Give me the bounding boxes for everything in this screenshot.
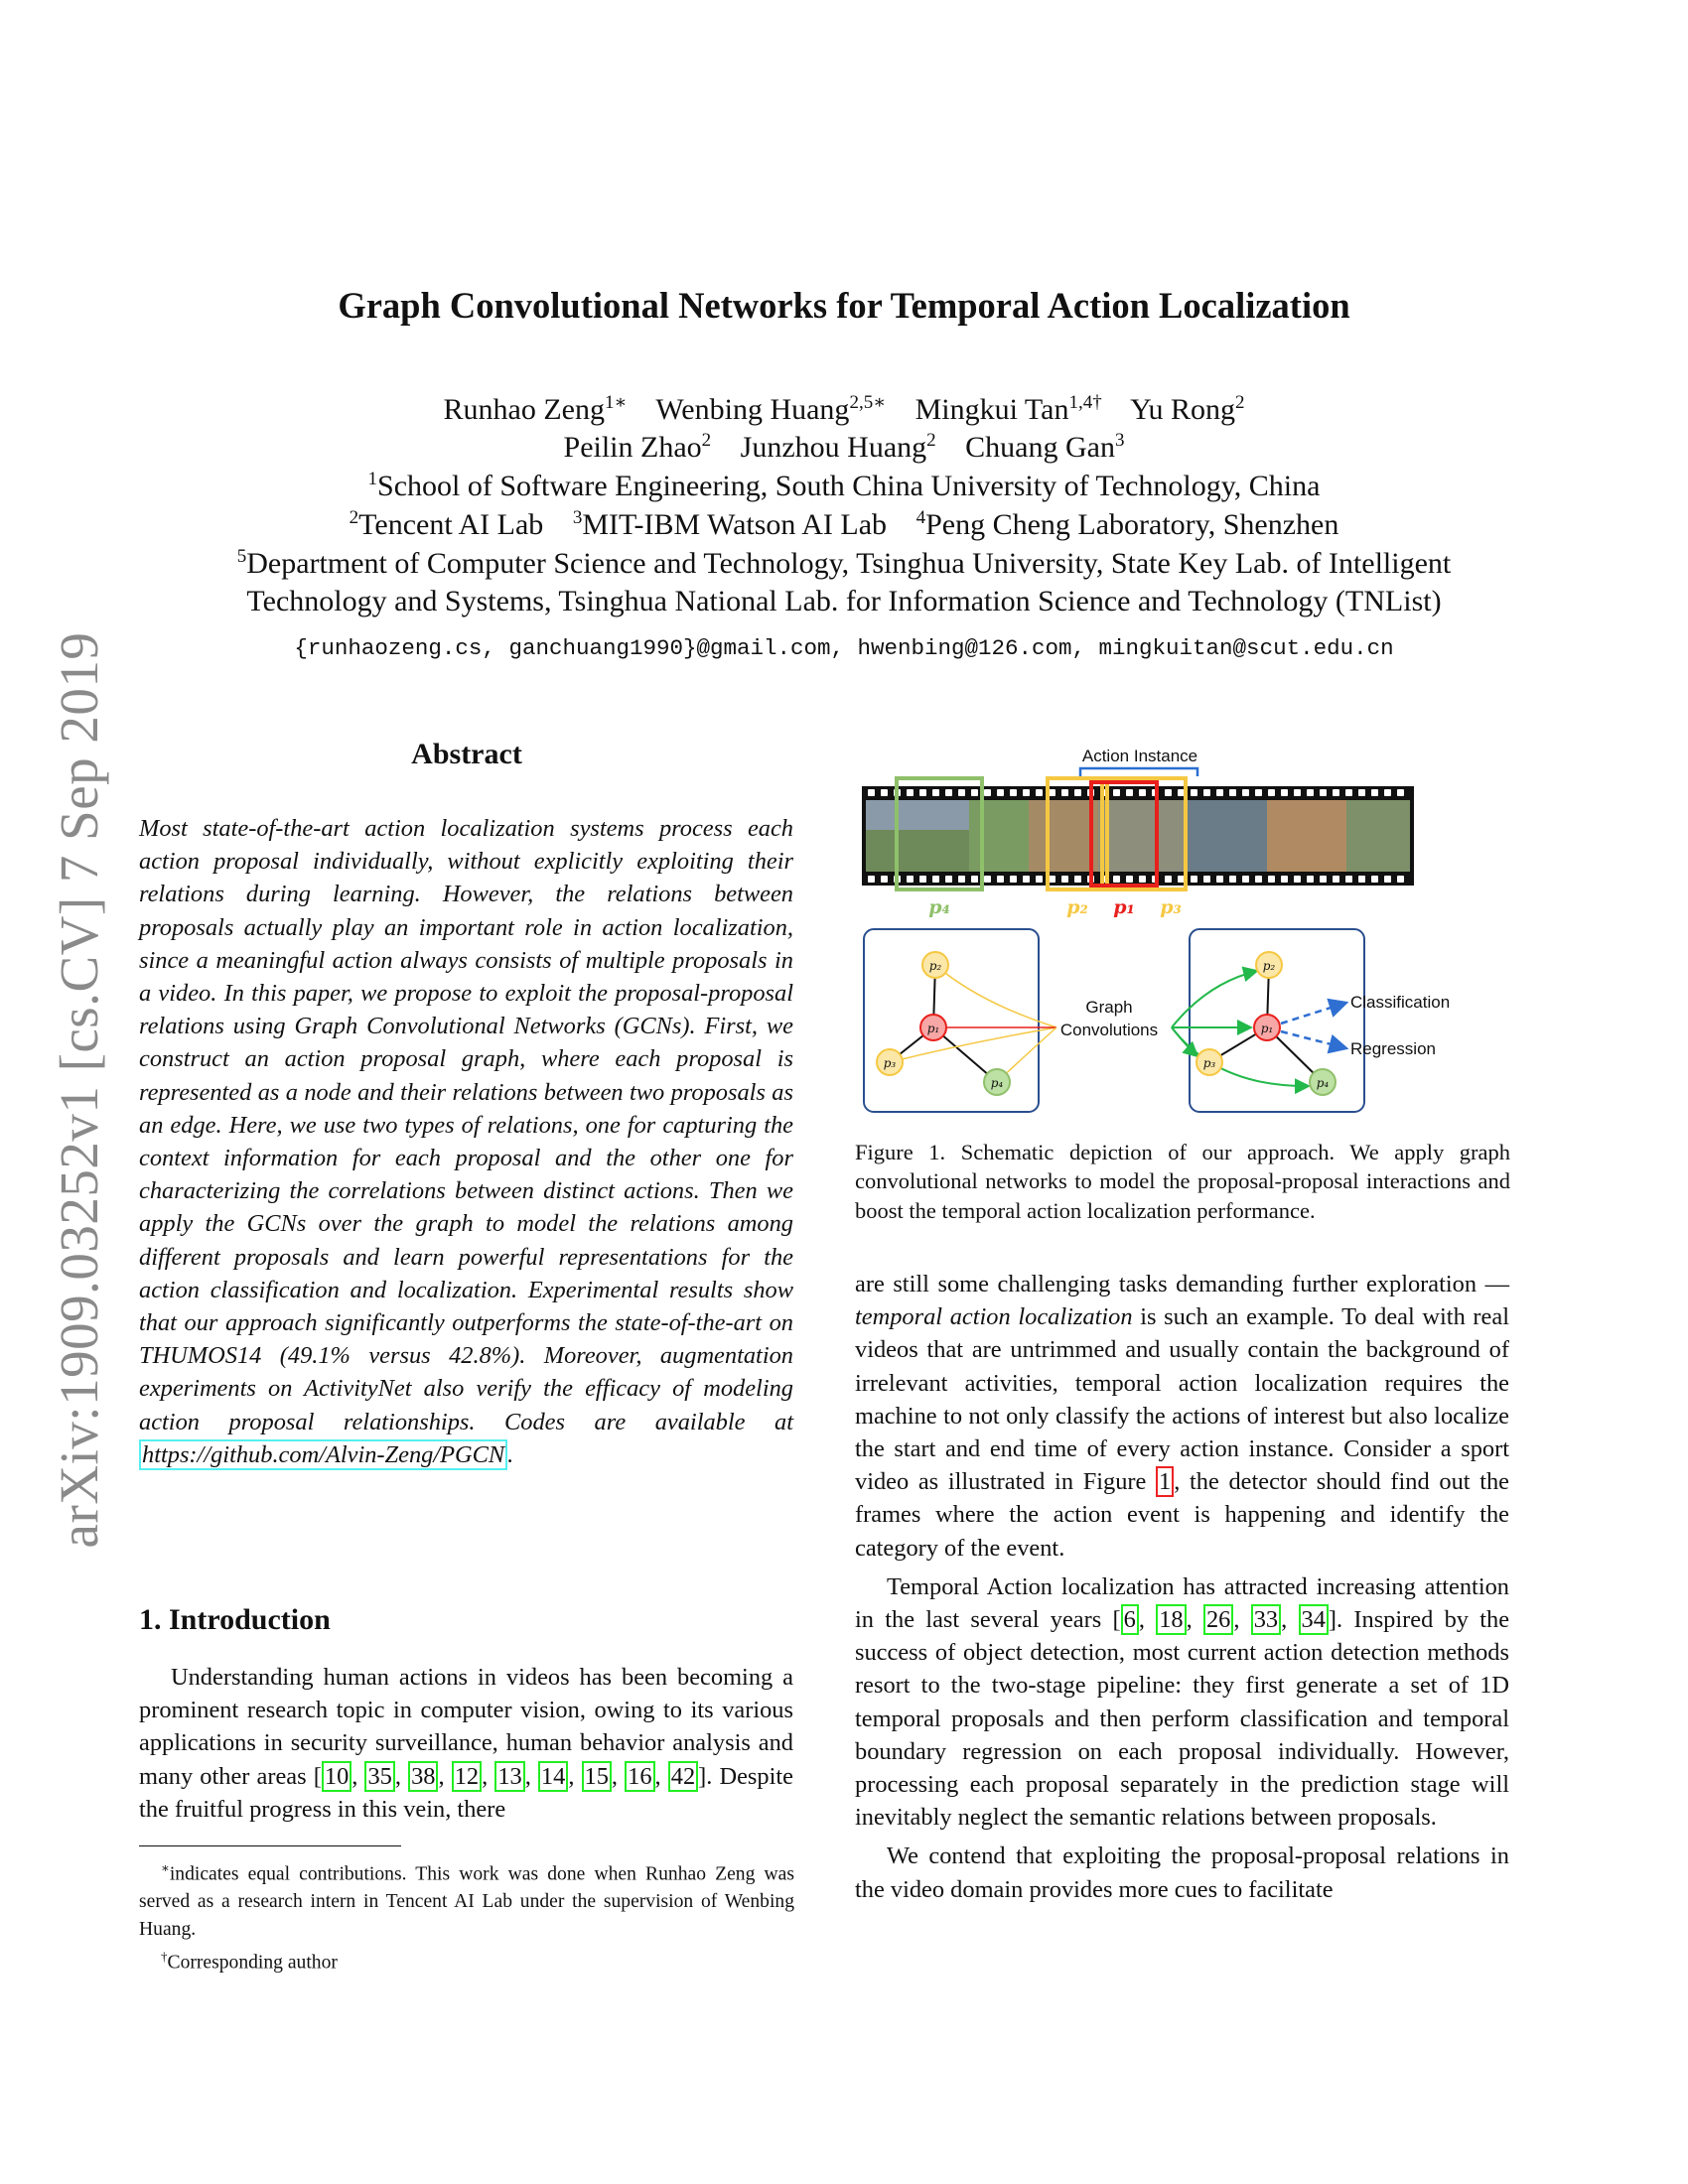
footnote-text: Corresponding author: [167, 1952, 338, 1974]
node-label: p₁: [1260, 1022, 1274, 1035]
footnote-1: [139, 1854, 794, 1943]
text-run: . Inspired by the success of object detection, most current action detection methods resort to the two-stage pipeline: they first generate a set of 1D temporal proposals and then perform classification and temporal boundary regression on each proposal individually. However, processing each proposal separately in the prediction stage will inevitably neglect the semantic relations between proposals.: [855, 1606, 1510, 1832]
paper-title: Graph Convolutional Networks for Temporal Action Localization: [338, 285, 1350, 326]
author-name: Chuang Gan: [965, 431, 1115, 464]
sprocket-hole: [1371, 876, 1378, 883]
sprocket-hole: [997, 789, 1004, 796]
sprocket-hole: [1384, 876, 1391, 883]
author-sup: 1∗: [605, 392, 628, 413]
aff-sup: 4: [915, 507, 926, 528]
graph-conv-label-1: Graph: [1085, 998, 1133, 1017]
node-label: p₃: [1202, 1056, 1216, 1070]
author-name: Yu Rong: [1130, 393, 1235, 426]
graph-conv-label-2: Convolutions: [1059, 1021, 1159, 1039]
abstract-text: [139, 812, 793, 1471]
node-label: p₂: [928, 959, 942, 973]
footnote-text: indicates equal contributions. This work was done when Runhao Zeng was served as a research intern in Tencent AI Lab under the supervision of Wenbing Huang.: [139, 1863, 794, 1940]
sprocket-hole: [1397, 789, 1404, 796]
arxiv-id: arXiv:1909.03252v1 [cs.CV] 7 Sep 2019: [49, 631, 109, 1549]
sprocket-hole: [1126, 876, 1133, 883]
action-instance-bracket: [1080, 768, 1197, 776]
footnote-rule: [139, 1845, 401, 1846]
node-label: p₄: [990, 1076, 1004, 1090]
citation-link[interactable]: 15: [582, 1761, 612, 1792]
sprocket-hole: [958, 789, 965, 796]
p3-label: p₃: [1160, 896, 1182, 918]
author-name: Junzhou Huang: [740, 431, 927, 464]
intro-paragraph: Understanding human actions in videos has been becoming a prominent research topic in computer vision, owing to its various applications in security surveillance, human behavior analysis and many other areas [ 10 , 35 , 38 , 12 , 13 , 14 , 15 , 16 , 42 ]. Despite the fruitful progress in this vein, there: [139, 1664, 793, 1823]
citation-link[interactable]: 13: [494, 1761, 524, 1792]
sprocket-hole: [1255, 789, 1262, 796]
citation-link[interactable]: 35: [364, 1761, 394, 1792]
author-line-2: [0, 430, 1688, 465]
sprocket-hole: [881, 876, 888, 883]
footnote-2: [139, 1943, 794, 1977]
author-name: Mingkui Tan: [914, 393, 1069, 426]
regression-label: Regression: [1350, 1039, 1436, 1058]
text-run: Temporal Action localization has attracted increasing attention in the last several years: [855, 1572, 1509, 1634]
graph-panel-left: [864, 929, 1039, 1112]
sprocket-hole: [945, 876, 952, 883]
text-run: are still some challenging tasks demanding further exploration —: [855, 1271, 1509, 1297]
intro-text: Understanding human actions in videos has been becoming a prominent research topic in computer vision, owing to its various applications in security surveillance, human behavior analysis and many other areas: [139, 1664, 793, 1790]
sprocket-hole: [984, 789, 991, 796]
action-instance-label: Action Instance: [1081, 747, 1198, 765]
citation-link[interactable]: 16: [625, 1761, 654, 1792]
affiliation-2-4: [0, 507, 1688, 542]
affiliation-5b: [0, 585, 1688, 618]
node-label: p₄: [1316, 1076, 1330, 1090]
sprocket-hole: [1139, 876, 1146, 883]
p1-label: p₁: [1113, 896, 1135, 918]
author-sup: 2: [1234, 392, 1245, 413]
film-strip: [862, 786, 1414, 886]
author-sup: 2: [926, 430, 936, 451]
affiliation-1: [0, 469, 1688, 503]
sprocket-hole: [1191, 876, 1197, 883]
sprocket-hole: [932, 876, 939, 883]
sprocket-hole: [919, 876, 926, 883]
paragraph: [855, 1840, 1509, 1905]
sprocket-hole: [1397, 876, 1404, 883]
emphasis: temporal action localization: [855, 1303, 1133, 1331]
sprocket-hole: [1113, 789, 1120, 796]
sprocket-hole: [1358, 876, 1365, 883]
p4-label: p₄: [928, 896, 950, 918]
author-sup: 2,5∗: [849, 392, 887, 413]
sprocket-hole: [1333, 876, 1339, 883]
sprocket-hole: [1113, 876, 1120, 883]
node-label: p₁: [926, 1022, 940, 1035]
aff-text: MIT-IBM Watson AI Lab: [582, 508, 888, 541]
sprocket-hole: [1229, 789, 1236, 796]
sprocket-hole: [971, 789, 978, 796]
sprocket-hole: [1307, 789, 1314, 796]
paragraph: [855, 1268, 1509, 1565]
sprocket-hole: [1358, 789, 1365, 796]
aff-sup: 1: [367, 469, 378, 489]
sprocket-hole: [1178, 789, 1185, 796]
aff-sup: 3: [572, 507, 583, 528]
text-run: We contend that exploiting the proposal-proposal relations in the video domain provides more cues to facilitate: [855, 1843, 1509, 1903]
citation-link[interactable]: 38: [408, 1761, 438, 1792]
author-name: Wenbing Huang: [655, 393, 850, 426]
sprocket-hole: [1203, 789, 1210, 796]
sprocket-hole: [1191, 789, 1197, 796]
sprocket-hole: [984, 876, 991, 883]
sprocket-hole: [1010, 789, 1017, 796]
sprocket-hole: [971, 876, 978, 883]
citation-link[interactable]: 42: [668, 1761, 698, 1792]
sprocket-hole: [881, 789, 888, 796]
author-sup: 1,4†: [1068, 392, 1102, 413]
sprocket-hole: [1216, 876, 1223, 883]
citation-link[interactable]: 18: [1156, 1604, 1186, 1635]
figure-1: [860, 745, 1451, 1122]
sprocket-hole: [1203, 876, 1210, 883]
abstract-heading: Abstract: [411, 738, 522, 770]
code-link[interactable]: https://github.com/Alvin-Zeng/PGCN: [139, 1439, 507, 1470]
aff-text: Department of Computer Science and Technology, Tsinghua University, State Key Lab. of Intelligent: [246, 547, 1452, 580]
sprocket-hole: [919, 789, 926, 796]
sprocket-hole: [1281, 876, 1288, 883]
aff-text: School of Software Engineering, South China University of Technology, China: [377, 470, 1321, 502]
aff-text: Peng Cheng Laboratory, Shenzhen: [925, 508, 1339, 541]
paragraph: Temporal Action localization has attracted increasing attention in the last several years [ 6 , 18 , 26 , 33 , 34 ]. Inspired by the success of object detection, most current action detection methods resort to the two-stage pipeline: they first generate a set of 1D temporal proposals and then perform classification and temporal boundary regression on each proposal individually. However, processing each proposal separately in the prediction stage will inevitably neglect the semantic relations between proposals.: [855, 1572, 1510, 1832]
aff-sup: 2: [349, 507, 359, 528]
classification-label: Classification: [1350, 993, 1451, 1012]
sprocket-hole: [1023, 789, 1030, 796]
sprocket-hole: [1036, 876, 1043, 883]
abstract-end: .: [507, 1440, 514, 1468]
sprocket-hole: [1049, 876, 1055, 883]
node-label: p₂: [1262, 959, 1276, 973]
author-sup: 3: [1114, 430, 1125, 451]
sprocket-hole: [1165, 876, 1172, 883]
sprocket-hole: [868, 789, 875, 796]
sprocket-hole: [1061, 876, 1068, 883]
node-label: p₃: [883, 1056, 897, 1070]
sprocket-hole: [1178, 876, 1185, 883]
sprocket-hole: [1074, 789, 1081, 796]
citation-link[interactable]: 14: [538, 1761, 568, 1792]
footnote-mark: †: [161, 1949, 168, 1965]
sprocket-hole: [1049, 789, 1055, 796]
sprocket-hole: [1268, 876, 1275, 883]
citation-link[interactable]: 12: [452, 1761, 482, 1792]
sprocket-hole: [1229, 876, 1236, 883]
sprocket-hole: [958, 876, 965, 883]
sprocket-hole: [1074, 876, 1081, 883]
sprocket-hole: [1023, 876, 1030, 883]
text-run: , the detector should find out the frames where the action event is happening and identify the category of the event.: [855, 1468, 1510, 1562]
sprocket-hole: [1126, 789, 1133, 796]
sprocket-hole: [1242, 789, 1249, 796]
sprocket-hole: [1307, 876, 1314, 883]
sprocket-hole: [997, 876, 1004, 883]
sprocket-hole: [945, 789, 952, 796]
aff-text: Technology and Systems, Tsinghua National Lab. for Information Science and Technology (TNList): [246, 585, 1442, 617]
sprocket-hole: [868, 876, 875, 883]
sprocket-hole: [1010, 876, 1017, 883]
text-run: is such an example. To deal with real videos that are untrimmed and usually contain the background of irrelevant activities, temporal action localization requires the machine to not only classify the actions of interest but also localize the start and end time of every action instance. Consider a sport video as illustrated in Figure: [855, 1303, 1509, 1496]
citation-link[interactable]: 33: [1251, 1604, 1281, 1635]
citation-link[interactable]: 6: [1121, 1604, 1139, 1635]
aff-text: Tencent AI Lab: [358, 508, 544, 541]
sprocket-hole: [1139, 789, 1146, 796]
author-name: Peilin Zhao: [563, 431, 702, 464]
sprocket-hole: [1268, 789, 1275, 796]
sprocket-hole: [907, 789, 914, 796]
sprocket-hole: [1061, 789, 1068, 796]
footnotes: [139, 1854, 794, 1977]
sprocket-hole: [1371, 789, 1378, 796]
sprocket-hole: [907, 876, 914, 883]
sprocket-hole: [1294, 876, 1301, 883]
p2-label: p₂: [1066, 896, 1088, 918]
author-emails: {runhaozeng.cs, ganchuang1990}@gmail.com, hwenbing@126.com, mingkuitan@scut.edu.cn: [294, 635, 1394, 661]
sprocket-hole: [1345, 876, 1352, 883]
footnote-mark: ∗: [161, 1860, 170, 1875]
intro-tail: . Despite the fruitful progress in this vein, there: [139, 1762, 793, 1823]
sprocket-hole: [1294, 789, 1301, 796]
sprocket-hole: [1384, 789, 1391, 796]
sprocket-hole: [1216, 789, 1223, 796]
figure-caption: Figure 1. Schematic depiction of our approach. We apply graph convolutional networks to model the proposal-proposal interactions and boost the temporal action localization performance.: [855, 1140, 1510, 1223]
citation-link[interactable]: 34: [1299, 1604, 1329, 1635]
aff-sup: 5: [236, 546, 247, 567]
section-heading-intro: 1. Introduction: [139, 1603, 331, 1636]
sprocket-hole: [1320, 876, 1327, 883]
citation-link[interactable]: 26: [1203, 1604, 1233, 1635]
sprocket-hole: [1345, 789, 1352, 796]
abstract-body: Most state-of-the-art action localization systems process each action proposal individually, without explicitly exploiting their relations during learning. However, the relations between proposals actually play an important role in action localization, since a meaningful action always consists of multiple proposals in a video. In this paper, we propose to exploit the proposal-proposal relations using Graph Convolutional Networks (GCNs). First, we construct an action proposal graph, where each proposal is represented as a node and their relations between two proposals as an edge. Here, we use two types of relations, one for capturing the context information for each proposal and the other one for characterizing the correlations between distinct actions. Then we apply the GCNs over the graph to model the relations among different proposals and learn powerful representations for the action classification and localization. Experimental results show that our approach significantly outperforms the state-of-the-art on THUMOS14 (49.1% versus 42.8%). Moreover, augmentation experiments on ActivityNet also verify the efficacy of modeling action proposal relationships. Codes are available at: [139, 815, 793, 1435]
sprocket-hole: [1255, 876, 1262, 883]
sprocket-hole: [1320, 789, 1327, 796]
sprocket-hole: [1242, 876, 1249, 883]
sprocket-hole: [932, 789, 939, 796]
citation-link[interactable]: 10: [322, 1761, 352, 1792]
right-column-text: [855, 1268, 1509, 1912]
sprocket-hole: [1036, 789, 1043, 796]
sprocket-hole: [1281, 789, 1288, 796]
sprocket-hole: [1333, 789, 1339, 796]
author-line-1: [0, 391, 1688, 427]
author-name: Runhao Zeng: [443, 393, 605, 426]
author-sup: 2: [701, 430, 712, 451]
figure-ref-link[interactable]: 1: [1156, 1466, 1174, 1497]
affiliation-5a: [0, 546, 1688, 581]
sprocket-hole: [1165, 789, 1172, 796]
